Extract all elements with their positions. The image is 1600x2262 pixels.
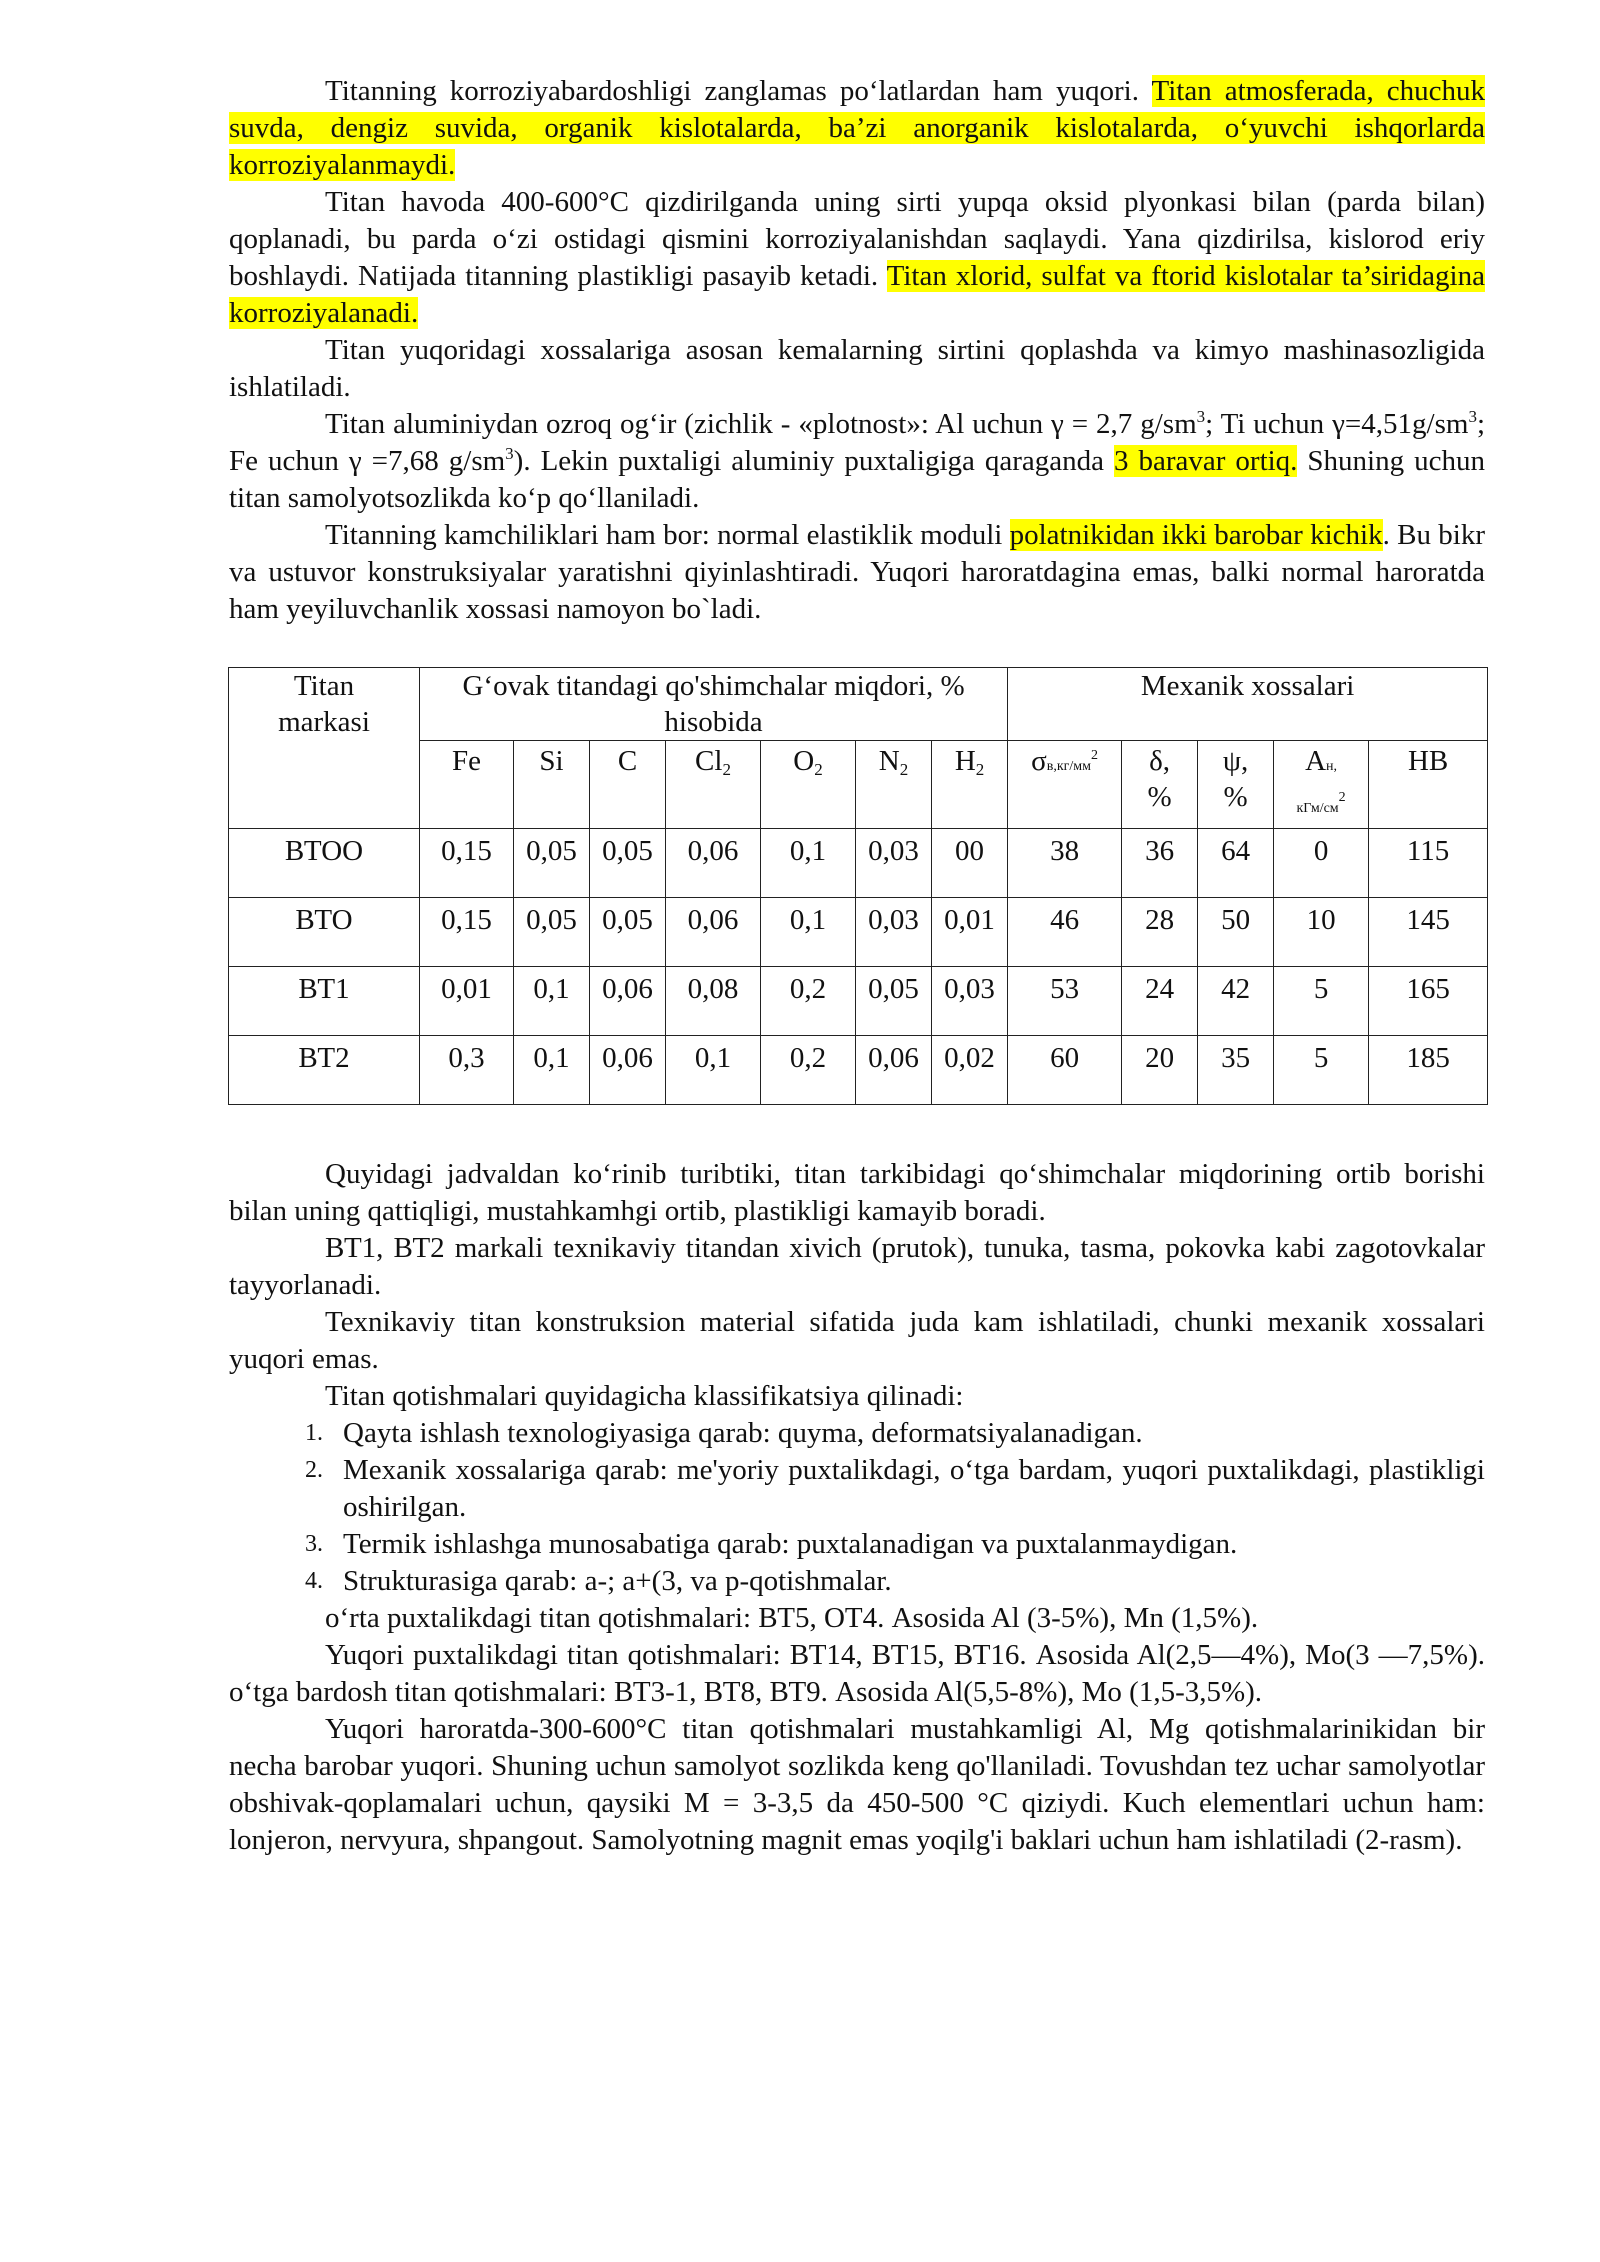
cell-fe: 0,01 bbox=[420, 967, 514, 1036]
cell-cl2: 0,06 bbox=[666, 829, 761, 898]
table-row bbox=[229, 898, 1488, 967]
cell-hb: 115 bbox=[1369, 829, 1488, 898]
paragraph-oxide-film bbox=[229, 184, 1485, 332]
paragraph-text: Titanning korroziyabardoshligi zanglamas po‘latlardan ham yuqori. bbox=[325, 75, 1152, 107]
cell-impact: 5 bbox=[1274, 1036, 1369, 1105]
paragraph-text: Shuning uchun titan samolyotsozlikda ko‘p qo‘llaniladi. bbox=[229, 445, 1485, 514]
classification-list bbox=[229, 1415, 1485, 1600]
cell-psi: 42 bbox=[1198, 967, 1274, 1036]
cell-cl2: 0,06 bbox=[666, 898, 761, 967]
cell-impact: 10 bbox=[1274, 898, 1369, 967]
cell-c: 0,06 bbox=[590, 967, 666, 1036]
cell-hb: 165 bbox=[1369, 967, 1488, 1036]
paragraph-applications bbox=[229, 332, 1485, 406]
cell-o2: 0,2 bbox=[761, 1036, 856, 1105]
paragraph-high-strength: Yuqori puxtalikdagi titan qotishmalari: ВТ14, ВТ15, ВТ16. Asosida Al(2,5—4%), Mo(3 —7,5%). o‘tga bardosh titan qotishmalari: ВТ3-1, ВТ8, ВТ9. Asosida Al(5,5-8%), Mo (1,5-3,5%). bbox=[229, 1639, 1485, 1708]
cell-c: 0,06 bbox=[590, 1036, 666, 1105]
superscript: 3 bbox=[1468, 407, 1477, 426]
highlighted-text: Titan atmosferada, chuchuk suvda, dengiz suvida, organik kislotalarda, ba’zi anorganik kislotalarda, o‘yuvchi ishqorlarda korroziyalanmaydi. bbox=[229, 75, 1485, 181]
cell-h2: 0,02 bbox=[932, 1036, 1008, 1105]
paragraph-text: . Bu bikr va ustuvor konstruksiyalar yaratishni qiyinlashtiradi. Yuqori haroratdagina emas, balki normal haroratda ham yeyiluvchanlik xossasi namoyon bo`ladi. bbox=[229, 519, 1486, 625]
paragraph-classification: Titan qotishmalari quyidagicha klassifikatsiya qilinadi: bbox=[325, 1380, 964, 1412]
paragraph-text: ). Lekin puxtaligi aluminiy puxtaligiga qaraganda bbox=[513, 445, 1114, 477]
table-row bbox=[229, 829, 1488, 898]
cell-cl2: 0,08 bbox=[666, 967, 761, 1036]
cell-sigma: 60 bbox=[1008, 1036, 1122, 1105]
intro-section bbox=[229, 73, 1485, 628]
paragraph-text: Titan aluminiydan ozroq og‘ir (zichlik - «plotnost»: Al uchun γ = 2,7 g/sm bbox=[325, 408, 1197, 440]
paragraph-text: Titanning kamchiliklari ham bor: normal elastiklik moduli bbox=[325, 519, 1010, 551]
paragraph-table-summary: Quyidagi jadvaldan ko‘rinib turibtiki, titan tarkibidagi qo‘shimchalar miqdorining ortib borishi bilan uning qattiqligi, mustahkamhgi ortib, plastikligi kamayib boradi. bbox=[229, 1158, 1485, 1227]
cell-psi: 35 bbox=[1198, 1036, 1274, 1105]
cell-impact: 5 bbox=[1274, 967, 1369, 1036]
superscript: 3 bbox=[1196, 407, 1206, 426]
header-o2: $O_2$ bbox=[761, 741, 856, 829]
table-row bbox=[229, 967, 1488, 1036]
highlighted-text: 3 baravar ortiq. bbox=[1114, 445, 1298, 477]
cell-h2: 0,01 bbox=[932, 898, 1008, 967]
header-fe: Fe bbox=[420, 741, 514, 829]
cell-hb: 185 bbox=[1369, 1036, 1488, 1105]
header-sigma: $\sigma в,кг/мм^2$ bbox=[1008, 741, 1122, 829]
cell-n2: 0,05 bbox=[856, 967, 932, 1036]
header-h2: $H_2$ bbox=[932, 741, 1008, 829]
cell-fe: 0,15 bbox=[420, 898, 514, 967]
cell-delta: 28 bbox=[1122, 898, 1198, 967]
cell-si: 0,05 bbox=[514, 829, 590, 898]
cell-psi: 64 bbox=[1198, 829, 1274, 898]
highlighted-text: polatnikidan ikki barobar kichik bbox=[1009, 519, 1383, 551]
cell-brand: ВТ1 bbox=[229, 967, 420, 1036]
list-item: 4. Strukturasiga qarab: a-; a+(3, va p-qotishmalar. bbox=[305, 1565, 892, 1597]
cell-n2: 0,03 bbox=[856, 829, 932, 898]
paragraph-elasticity bbox=[229, 517, 1485, 628]
cell-h2: 0,03 bbox=[932, 967, 1008, 1036]
cell-hb: 145 bbox=[1369, 898, 1488, 967]
cell-impact: 0 bbox=[1274, 829, 1369, 898]
paragraph-text: Titan havoda 400-600°C qizdirilganda uning sirti yupqa oksid plyonkasi bilan (parda bilan) qoplanadi, bu parda o‘zi ostidagi qismini korroziyalanishdan saqlaydi. Yana qizdirilsa, kislorod eriy boshlaydi. Natijada titanning plastikligi pasayib ketadi. bbox=[229, 186, 1485, 292]
paragraph-text: ; Fe uchun γ =7,68 g/sm bbox=[229, 408, 1485, 477]
header-impurities: G‘ovak titandagi qo'shimchalar miqdori, % hisobida bbox=[420, 668, 1008, 741]
paragraph-semi-products: ВТ1, ВТ2 markali texnikaviy titandan xivich (prutok), tunuka, tasma, pokovka kabi zagotovkalar tayyorlanadi. bbox=[229, 1232, 1485, 1301]
header-n2: $N_2$ bbox=[856, 741, 932, 829]
superscript: 3 bbox=[505, 444, 514, 463]
header-mechanical-properties: Mexanik xossalari bbox=[1008, 668, 1488, 741]
cell-sigma: 53 bbox=[1008, 967, 1122, 1036]
cell-o2: 0,2 bbox=[761, 967, 856, 1036]
cell-si: 0,1 bbox=[514, 1036, 590, 1105]
header-titan-brand: Titan markasi bbox=[229, 668, 420, 829]
header-hb: HB bbox=[1369, 741, 1488, 829]
cell-c: 0,05 bbox=[590, 829, 666, 898]
header-cl2: $Cl_2$ bbox=[666, 741, 761, 829]
cell-o2: 0,1 bbox=[761, 829, 856, 898]
cell-n2: 0,06 bbox=[856, 1036, 932, 1105]
cell-psi: 50 bbox=[1198, 898, 1274, 967]
paragraph-high-temperature: Yuqori haroratda-300-600°С titan qotishmalari mustahkamligi Al, Mg qotishmalarinikidan bir necha barobar yuqori. Shuning uchun samolyot sozlikda keng qo'llaniladi. Tovushdan tez uchar samolyotlar obshivak-qoplamalari uchun, qaysiki M = 3-3,5 da 450-500 °C qiziydi. Kuch elementlari uchun ham: lonjeron, nervyura, shpangout. Samolyotning magnit emas yoqilg'i baklari uchun ham ishlatiladi (2-rasm). bbox=[229, 1713, 1485, 1856]
cell-h2: 00 bbox=[932, 829, 1008, 898]
highlighted-text: Titan xlorid, sulfat va ftorid kislotalar ta’siridagina korroziyalanadi. bbox=[229, 260, 1485, 329]
cell-n2: 0,03 bbox=[856, 898, 932, 967]
titanium-grades-table bbox=[228, 667, 1488, 1105]
cell-fe: 0,15 bbox=[420, 829, 514, 898]
cell-si: 0,05 bbox=[514, 898, 590, 967]
cell-si: 0,1 bbox=[514, 967, 590, 1036]
header-psi: ψ, % bbox=[1198, 741, 1274, 829]
paragraph-density bbox=[229, 406, 1485, 517]
header-c: C bbox=[590, 741, 666, 829]
header-delta: δ, % bbox=[1122, 741, 1198, 829]
paragraph-text: ; Ti uchun γ=4,51g/sm bbox=[1205, 408, 1469, 440]
paragraph-technical-titan: Texnikaviy titan konstruksion material sifatida juda kam ishlatiladi, chunki mexanik xossalari yuqori emas. bbox=[229, 1306, 1485, 1375]
table-header-row bbox=[229, 668, 1488, 741]
conclusion-section bbox=[229, 1156, 1485, 1859]
cell-cl2: 0,1 bbox=[666, 1036, 761, 1105]
cell-delta: 20 bbox=[1122, 1036, 1198, 1105]
table-row bbox=[229, 1036, 1488, 1105]
cell-brand: ВТО bbox=[229, 898, 420, 967]
cell-fe: 0,3 bbox=[420, 1036, 514, 1105]
list-item: 2. Mexanik xossalariga qarab: me'yoriy puxtalikdagi, o‘tga bardam, yuqori puxtalikdagi, plastikligi oshirilgan. bbox=[305, 1454, 1485, 1523]
list-item: 1. Qayta ishlash texnologiyasiga qarab: quyma, deformatsiyalanadigan. bbox=[305, 1417, 1143, 1449]
cell-delta: 36 bbox=[1122, 829, 1198, 898]
paragraph-medium-strength: o‘rta puxtalikdagi titan qotishmalari: ВТ5, ОТ4. Asosida Al (3-5%), Mn (1,5%). bbox=[325, 1602, 1259, 1634]
header-si: Si bbox=[514, 741, 590, 829]
cell-brand: ВТ2 bbox=[229, 1036, 420, 1105]
cell-sigma: 46 bbox=[1008, 898, 1122, 967]
cell-delta: 24 bbox=[1122, 967, 1198, 1036]
cell-c: 0,05 bbox=[590, 898, 666, 967]
cell-brand: ВТОО bbox=[229, 829, 420, 898]
paragraph-corrosion-resistance bbox=[229, 73, 1485, 184]
cell-o2: 0,1 bbox=[761, 898, 856, 967]
paragraph-text: Titan yuqoridagi xossalariga asosan kemalarning sirtini qoplashda va kimyo mashinasozligida ishlatiladi. bbox=[229, 334, 1485, 403]
list-item: 3. Termik ishlashga munosabatiga qarab: puxtalanadigan va puxtalanmaydigan. bbox=[305, 1528, 1238, 1560]
cell-sigma: 38 bbox=[1008, 829, 1122, 898]
header-impact: Ан, кГм/$см^2$ bbox=[1274, 741, 1369, 829]
